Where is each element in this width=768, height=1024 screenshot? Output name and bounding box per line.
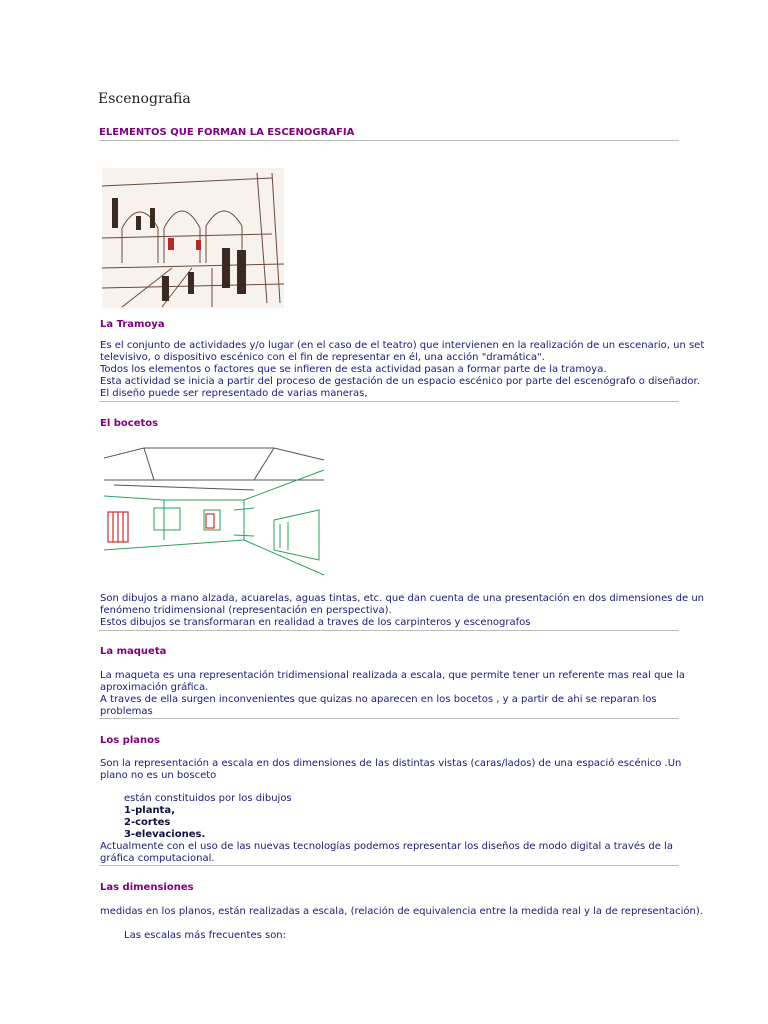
- paragraph-line: medidas en los planos, están realizadas a escala, (relación de equivalencia entre la medida real y la de representación).: [100, 906, 703, 917]
- paragraph-line: La maqueta es una representación tridimensional realizada a escala, que permite tener un referente mas real que la: [100, 670, 686, 681]
- list-item: 1-planta,: [124, 805, 175, 816]
- document-subtitle: ELEMENTOS QUE FORMAN LA ESCENOGRAFIA: [99, 127, 355, 138]
- maqueta-paragraph: [100, 670, 686, 718]
- paragraph-line: problemas: [100, 706, 153, 717]
- paragraph-line: Son la representación a escala en dos dimensiones de las distintas vistas (caras/lados) de una espació escénico .Un: [100, 758, 682, 769]
- paragraph-line: El diseño puede ser representado de varias maneras,: [100, 388, 368, 399]
- planos-list: [100, 793, 680, 865]
- paragraph-line: Actualmente con el uso de las nuevas tecnologías podemos representar los diseños de modo digital a través de la: [100, 841, 673, 852]
- divider: [99, 865, 679, 866]
- section-heading-maqueta: La maqueta: [100, 646, 167, 657]
- paragraph-line: televisivo, o dispositivo escénico con el fin de representar en él, una acción "dramática".: [100, 352, 545, 363]
- divider: [99, 140, 679, 141]
- paragraph-line: gráfica computacional.: [100, 853, 215, 864]
- paragraph-line: Esta actividad se inicia a partir del proceso de gestación de un espacio escénico por parte del escenógrafo o diseñador.: [100, 376, 700, 387]
- paragraph-line: fenómeno tridimensional (representación en perspectiva).: [100, 605, 392, 616]
- tramoya-paragraph: [100, 340, 705, 400]
- section-heading-planos: Los planos: [100, 735, 160, 746]
- paragraph-line: A traves de ella surgen inconvenientes que quizas no aparecen en los bocetos , y a partir de ahi se reparan los: [100, 694, 657, 705]
- paragraph-line: Estos dibujos se transformaran en realidad a traves de los carpinteros y escenografos: [100, 617, 531, 628]
- paragraph-line: Es el conjunto de actividades y/o lugar (en el caso de el teatro) que intervienen en la realización de un escenario, un set: [100, 340, 705, 351]
- divider: [99, 401, 679, 402]
- section-heading-dimensiones: Las dimensiones: [100, 882, 194, 893]
- paragraph-line: aproximación gráfica.: [100, 682, 209, 693]
- planos-paragraph: [100, 758, 680, 782]
- paragraph-line: Son dibujos a mano alzada, acuarelas, aguas tintas, etc. que dan cuenta de una presentación en dos dimensiones de un: [100, 593, 705, 604]
- document-title: Escenografia: [98, 91, 191, 107]
- list-item: 3-elevaciones.: [124, 829, 206, 840]
- divider: [99, 718, 679, 719]
- tramoya-illustration: [102, 168, 284, 308]
- list-item: 2-cortes: [124, 817, 171, 828]
- section-heading-tramoya: La Tramoya: [100, 319, 165, 330]
- list-intro: están constituidos por los dibujos: [124, 793, 292, 804]
- paragraph-line: plano no es un bosceto: [100, 770, 217, 781]
- dimensiones-indent: [100, 930, 680, 942]
- dimensiones-paragraph: [100, 906, 703, 918]
- paragraph-line: Todos los elementos o factores que se infieren de esta actividad pasan a formar parte de la tramoya.: [100, 364, 607, 375]
- bocetos-illustration: [104, 440, 326, 580]
- bocetos-paragraph: [100, 593, 705, 629]
- divider: [99, 630, 679, 631]
- section-heading-bocetos: El bocetos: [100, 418, 159, 429]
- paragraph-line: Las escalas más frecuentes son:: [124, 930, 287, 941]
